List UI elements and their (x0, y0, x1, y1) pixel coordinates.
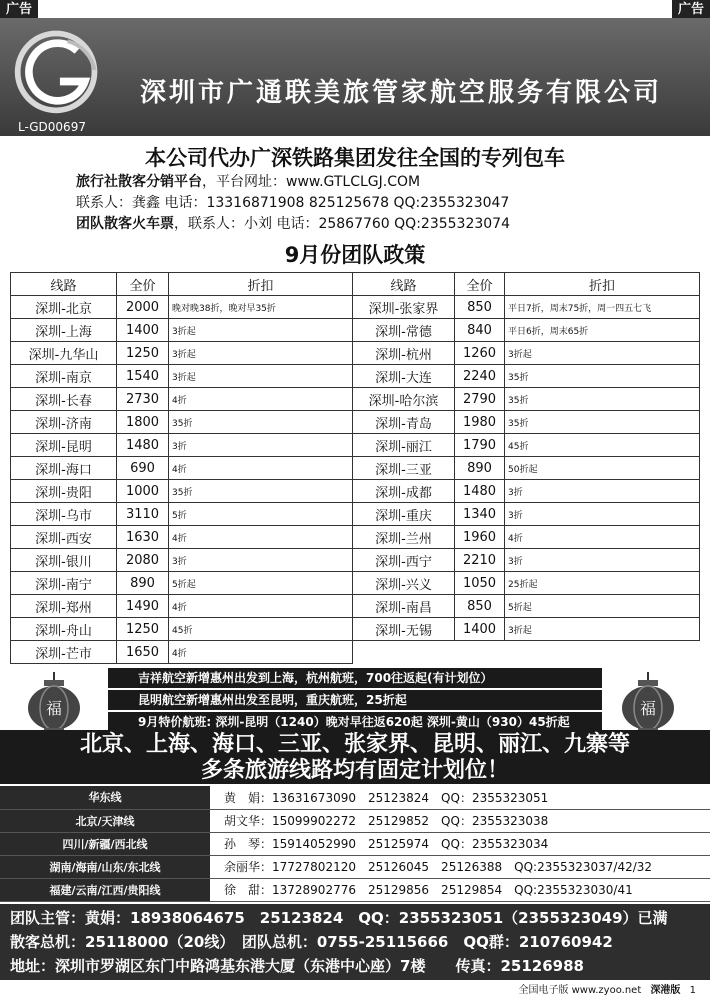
price-cell: 850 (455, 595, 505, 618)
contact-info: 徐 甜：13728902776 25129856 25129854 QQ:2355323030/41 (210, 878, 710, 901)
team-supervisor-line: 团队主管：黄娟：18938064675 25123824 QQ：2355323051（2355323049）已满 (10, 909, 668, 927)
price-cell: 2790 (455, 388, 505, 411)
line-contacts-table (0, 786, 710, 902)
platform-site: ，平台网址：www.GTLCLGJ.COM (202, 174, 421, 190)
rate-row (11, 365, 700, 388)
route-cell: 深圳-西安 (11, 526, 117, 549)
route-cell: 深圳-南昌 (353, 595, 455, 618)
price-cell: 2730 (117, 388, 169, 411)
discount-cell: 5折起 (505, 595, 700, 618)
route-cell: 深圳-海口 (11, 457, 117, 480)
route-cell: 深圳-青岛 (353, 411, 455, 434)
contact-region: 湖南/海南/山东/东北线 (0, 855, 210, 878)
rate-row (11, 526, 700, 549)
rate-row (11, 641, 700, 664)
contact-row (0, 878, 710, 901)
discount-cell (505, 641, 700, 664)
discount-cell: 3折起 (505, 618, 700, 641)
header-price: 全价 (117, 273, 169, 296)
price-cell: 1540 (117, 365, 169, 388)
discount-cell: 35折 (169, 411, 353, 434)
group-rates-table (10, 272, 700, 664)
company-name: 深圳市广通联美旅管家航空服务有限公司 (140, 78, 663, 108)
price-cell: 1250 (117, 342, 169, 365)
discount-cell: 3折 (505, 549, 700, 572)
rate-row (11, 319, 700, 342)
price-cell: 2000 (117, 296, 169, 319)
price-cell: 1790 (455, 434, 505, 457)
discount-cell: 3折 (505, 480, 700, 503)
edition-site: 全国电子版 www.zyoo.net (518, 985, 642, 996)
discount-cell: 45折 (169, 618, 353, 641)
header-discount: 折扣 (169, 273, 353, 296)
contact-row (0, 832, 710, 855)
price-cell: 1800 (117, 411, 169, 434)
discount-cell: 35折 (505, 411, 700, 434)
route-cell: 深圳-张家界 (353, 296, 455, 319)
route-cell: 深圳-昆明 (11, 434, 117, 457)
slogan-line-2: 多条旅游线路均有固定计划位！ (200, 758, 509, 783)
intro-section (0, 140, 710, 269)
discount-cell: 4折 (169, 641, 353, 664)
contact-region: 四川/新疆/西北线 (0, 832, 210, 855)
discount-cell: 45折 (505, 434, 700, 457)
route-cell: 深圳-常德 (353, 319, 455, 342)
price-cell: 1400 (455, 618, 505, 641)
platform-line (0, 172, 710, 193)
header-route: 线路 (353, 273, 455, 296)
route-cell: 深圳-南宁 (11, 572, 117, 595)
route-cell: 深圳-济南 (11, 411, 117, 434)
contact-row (0, 786, 710, 809)
rate-row (11, 457, 700, 480)
discount-cell: 3折起 (169, 319, 353, 342)
promo-banners (108, 668, 602, 734)
price-cell: 1250 (117, 618, 169, 641)
company-header (0, 18, 710, 136)
price-cell: 690 (117, 457, 169, 480)
rate-row (11, 618, 700, 641)
ad-tag-right: 广告 (672, 0, 710, 18)
discount-cell: 平日7折，周末75折，周一四五七飞 (505, 296, 700, 319)
contact-info: 余丽华：17727802120 25126045 25126388 QQ:2355323037/42/32 (210, 855, 710, 878)
header-discount: 折扣 (505, 273, 700, 296)
address-line: 地址：深圳市罗湖区东门中路鸿基东港大厦（东港中心座）7楼 传真：25126988 (10, 957, 584, 975)
route-cell: 深圳-重庆 (353, 503, 455, 526)
discount-cell: 4折 (169, 526, 353, 549)
rate-row (11, 503, 700, 526)
price-cell: 840 (455, 319, 505, 342)
route-cell: 深圳-丽江 (353, 434, 455, 457)
policy-title: 9月份团队政策 (284, 243, 426, 267)
discount-cell: 35折 (505, 365, 700, 388)
price-cell: 1480 (455, 480, 505, 503)
rate-row (11, 549, 700, 572)
rate-row (11, 434, 700, 457)
price-cell: 890 (455, 457, 505, 480)
discount-cell: 5折起 (169, 572, 353, 595)
promo-banner: 吉祥航空新增惠州出发到上海，杭州航班，700往返起(有计划位） (108, 668, 602, 688)
page-number: 1 (689, 985, 696, 996)
route-cell: 深圳-兴义 (353, 572, 455, 595)
discount-cell: 3折起 (505, 342, 700, 365)
discount-cell: 4折 (169, 388, 353, 411)
group-ticket-label: 团队散客火车票 (76, 216, 174, 232)
route-cell: 深圳-杭州 (353, 342, 455, 365)
price-cell: 2240 (455, 365, 505, 388)
route-cell: 深圳-长春 (11, 388, 117, 411)
price-cell: 1400 (117, 319, 169, 342)
slogan-line-1: 北京、上海、海口、三亚、张家界、昆明、丽江、九寨等 (79, 732, 630, 757)
group-contact: ，联系人：小刘 电话：25867760 QQ:2355323074 (174, 216, 510, 232)
route-cell: 深圳-贵阳 (11, 480, 117, 503)
lantern-char: 福 (639, 699, 657, 718)
rate-row (11, 342, 700, 365)
contact-region: 华东线 (0, 786, 210, 809)
charter-headline: 本公司代办广深铁路集团发往全国的专列包车 (145, 146, 565, 170)
price-cell: 2080 (117, 549, 169, 572)
office-contact-box (0, 904, 710, 980)
discount-cell: 5折 (169, 503, 353, 526)
price-cell: 1050 (455, 572, 505, 595)
price-cell: 850 (455, 296, 505, 319)
route-cell: 深圳-三亚 (353, 457, 455, 480)
route-cell: 深圳-舟山 (11, 618, 117, 641)
rates-header-row (11, 273, 700, 296)
route-cell: 深圳-郑州 (11, 595, 117, 618)
company-logo-icon (10, 22, 106, 118)
contact-row (0, 809, 710, 832)
route-cell: 深圳-兰州 (353, 526, 455, 549)
rate-row (11, 480, 700, 503)
platform-label: 旅行社散客分销平台 (76, 174, 202, 190)
discount-cell: 4折 (169, 457, 353, 480)
price-cell: 1960 (455, 526, 505, 549)
promo-banner: 9月特价航班: 深圳-昆明（1240）晚对早往返620起 深圳-黄山（930）45折起 (108, 712, 602, 732)
price-cell: 2210 (455, 549, 505, 572)
discount-cell: 3折 (169, 434, 353, 457)
switchboard-line: 散客总机：25118000（20线） 团队总机：0755-25115666 QQ群：210760942 (10, 933, 613, 951)
discount-cell: 3折起 (169, 365, 353, 388)
route-cell: 深圳-无锡 (353, 618, 455, 641)
contact-region: 北京/天津线 (0, 809, 210, 832)
route-cell: 深圳-成都 (353, 480, 455, 503)
price-cell: 1000 (117, 480, 169, 503)
route-cell: 深圳-北京 (11, 296, 117, 319)
discount-cell: 晚对晚38折，晚对早35折 (169, 296, 353, 319)
rate-row (11, 388, 700, 411)
promo-banner: 昆明航空新增惠州出发至昆明，重庆航班，25折起 (108, 690, 602, 710)
rate-row (11, 411, 700, 434)
header-price: 全价 (455, 273, 505, 296)
route-cell: 深圳-乌市 (11, 503, 117, 526)
discount-cell: 3折 (505, 503, 700, 526)
price-cell: 1490 (117, 595, 169, 618)
edition-name: 深港版 (650, 985, 681, 996)
route-cell: 深圳-银川 (11, 549, 117, 572)
lantern-char: 福 (45, 699, 63, 718)
route-cell: 深圳-九华山 (11, 342, 117, 365)
price-cell: 1650 (117, 641, 169, 664)
rate-row (11, 595, 700, 618)
contact-row (0, 855, 710, 878)
contact-info: 孙 琴：15914052990 25125974 QQ：2355323034 (210, 832, 710, 855)
contact-info: 黄 娟：13631673090 25123824 QQ：2355323051 (210, 786, 710, 809)
license-number: L-GD00697 (18, 120, 86, 134)
route-cell: 深圳-大连 (353, 365, 455, 388)
discount-cell: 4折 (169, 595, 353, 618)
price-cell (455, 641, 505, 664)
route-cell: 深圳-芒市 (11, 641, 117, 664)
header-route: 线路 (11, 273, 117, 296)
discount-cell: 4折 (505, 526, 700, 549)
route-cell: 深圳-上海 (11, 319, 117, 342)
route-cell: 深圳-西宁 (353, 549, 455, 572)
discount-cell: 3折起 (169, 342, 353, 365)
rate-row (11, 572, 700, 595)
price-cell: 3110 (117, 503, 169, 526)
discount-cell: 35折 (169, 480, 353, 503)
discount-cell: 35折 (505, 388, 700, 411)
contact-line-1: 联系人：龚鑫 电话：13316871908 825125678 QQ:2355323047 (76, 195, 510, 211)
slogan-banner (0, 730, 710, 784)
route-cell (353, 641, 455, 664)
route-cell: 深圳-哈尔滨 (353, 388, 455, 411)
price-cell: 1340 (455, 503, 505, 526)
contact-region: 福建/云南/江西/贵阳线 (0, 878, 210, 901)
price-cell: 890 (117, 572, 169, 595)
discount-cell: 3折 (169, 549, 353, 572)
price-cell: 1480 (117, 434, 169, 457)
price-cell: 1630 (117, 526, 169, 549)
discount-cell: 25折起 (505, 572, 700, 595)
discount-cell: 平日6折，周末65折 (505, 319, 700, 342)
contact-info: 胡文华：15099902272 25129852 QQ：2355323038 (210, 809, 710, 832)
price-cell: 1260 (455, 342, 505, 365)
discount-cell: 50折起 (505, 457, 700, 480)
group-ticket-line (0, 214, 710, 235)
page-footer (0, 982, 710, 1000)
rate-row (11, 296, 700, 319)
ad-tag-left: 广告 (0, 0, 38, 18)
price-cell: 1980 (455, 411, 505, 434)
route-cell: 深圳-南京 (11, 365, 117, 388)
